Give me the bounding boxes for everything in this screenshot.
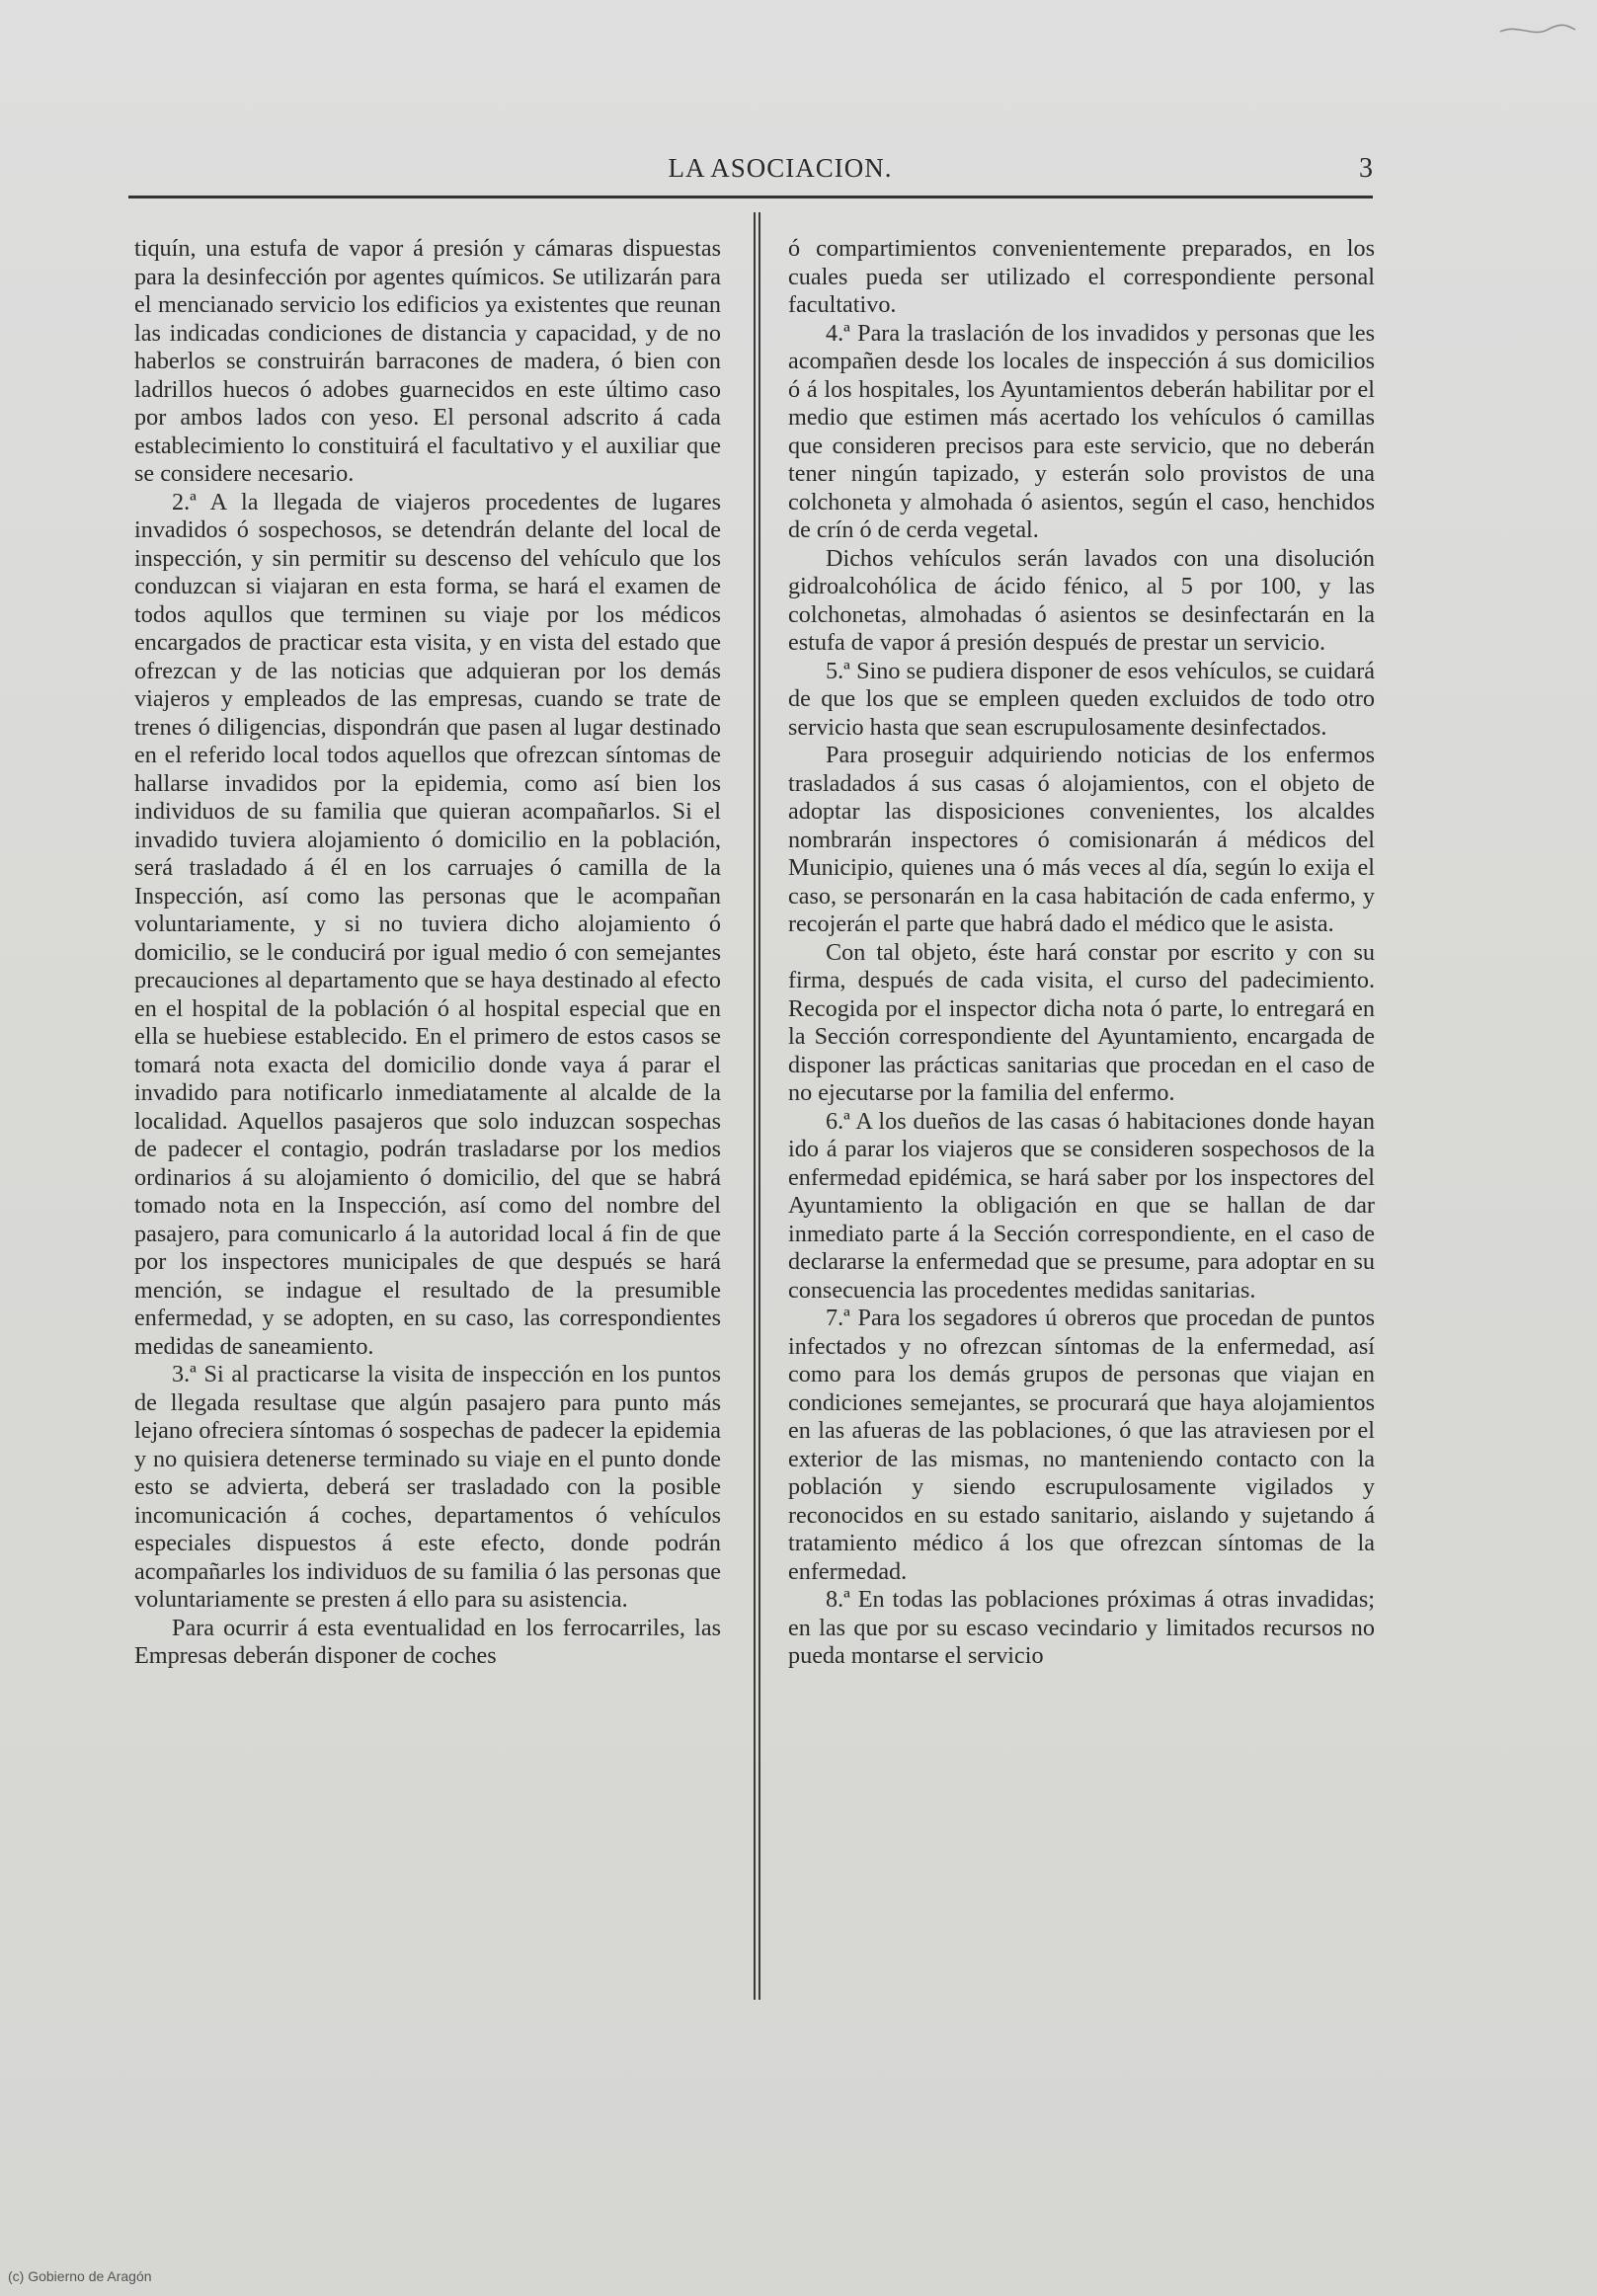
- paragraph: Con tal objeto, éste hará constar por escrito y con su firma, después de cada visita, el curso del padecimiento. Recogida por el inspector dicha nota ó parte, lo entregará en la Sección correspondiente del Ayuntamiento, encargada de disponer las prácticas sanitarias que procedan en el caso de no ejecutarse por la familia del enfermo.: [788, 938, 1375, 1106]
- paragraph: 2.ª A la llegada de viajeros procedentes de lugares invadidos ó sospechosos, se detendrán delante del local de inspección, y sin permitir su descenso del vehículo que los conduzcan si viajaran en esta forma, se hará el examen de todos aqullos que terminen su viaje por los médicos encargados de practicar esta visita, y en vista del estado que ofrezcan y de las noticias que adquieran por los demás viajeros y empleados de las empresas, cuando se trate de trenes ó diligencias, dispondrán que pasen al lugar destinado en el referido local todos aquellos que ofrezcan síntomas de hallarse invadidos por la epidemia, como así bien los individuos de su familia que quieran acompañarlos. Si el invadido tuviera alojamiento ó domicilio en la población, será trasladado á él en los carruajes ó camilla de la Inspección, así como las personas que le acompañan voluntariamente, y si no tuviera dicho alojamiento ó domicilio, se le conducirá por igual medio ó con semejantes precauciones al departamento que se haya destinado al efecto en el hospital de la población ó al hospital especial que en ella se huebiese establecido. En el primero de estos casos se tomará nota exacta del domicilio donde vaya á parar el invadido para notificarlo inmediatamente al alcalde de la localidad. Aquellos pasajeros que solo induzcan sospechas de padecer el contagio, podrán trasladarse por los medios ordinarios á su alojamiento ó domicilio, del que se habrá tomado nota en la Inspección, así como del nombre del pasajero, para comunicarlo á la autoridad local á fin de que por los inspectores municipales de que después se hará mención, se indague el resultado de la presumible enfermedad, y se adopten, en su caso, las correspondientes medidas de saneamiento.: [134, 488, 721, 1360]
- right-column: [788, 235, 1375, 1671]
- paragraph: 5.ª Sino se pudiera disponer de esos vehículos, se cuidará de que los que se empleen queden excluidos de todo otro servicio hasta que sean escrupulosamente desinfectados.: [788, 657, 1375, 741]
- paragraph: 3.ª Si al practicarse la visita de inspección en los puntos de llegada resultase que algún pasajero para punto más lejano ofreciera síntomas ó sospechas de padecer la epidemia y no quisiera detenerse terminado su viaje en el punto donde esto se advierta, deberá ser trasladado con la posible incomunicación á coches, departamentos ó vehículos especiales dispuestos á este efecto, donde podrán acompañarles los individuos de su familia ó las personas que voluntariamente se presten á ello para su asistencia.: [134, 1361, 721, 1613]
- page-header: [128, 153, 1373, 197]
- paragraph: Dichos vehículos serán lavados con una disolución gidroalcohólica de ácido fénico, al 5 por 100, y las colchonetas, almohadas ó asientos se desinfectarán en la estufa de vapor á presión después de prestar un servicio.: [788, 544, 1375, 656]
- journal-title: LA ASOCIACION.: [668, 153, 893, 183]
- paragraph: 8.ª En todas las poblaciones próximas á otras invadidas; en las que por su escaso vecindario y limitados recursos no pueda montarse el servicio: [788, 1586, 1375, 1669]
- header-divider: [128, 196, 1373, 198]
- ink-scribble-mark: [1498, 20, 1577, 40]
- paragraph: 7.ª Para los segadores ú obreros que procedan de puntos infectados y no ofrezcan síntomas de la enfermedad, así como para los demás grupos de personas que viajan en condiciones semejantes, se procurará que haya alojamientos en las afueras de las poblaciones, ó que las atraviesen por el exterior de las mismas, no manteniendo contacto con la población y siendo escrupulosamente vigilados y reconocidos en su estado sanitario, aislando y sujetando á tratamiento médico á los que ofrezcan síntomas de la enfermedad.: [788, 1305, 1375, 1585]
- paragraph: tiquín, una estufa de vapor á presión y cámaras dispuestas para la desinfección por agentes químicos. Se utilizarán para el mencianado servicio los edificios ya existentes que reunan las indicadas condiciones de distancia y capacidad, y de no haberlos se construirán barracones de madera, ó bien con ladrillos huecos ó adobes guarnecidos en este último caso por ambos lados con yeso. El personal adscrito á cada establecimiento lo constituirá el facultativo y el auxiliar que se considere necesario.: [134, 235, 721, 487]
- copyright-credit: (c) Gobierno de Aragón: [8, 2268, 152, 2284]
- paragraph: 6.ª A los dueños de las casas ó habitaciones donde hayan ido á parar los viajeros que se consideren sospechosos de la enfermedad epidémica, se hará saber por los inspectores del Ayuntamiento la obligación en que se hallan de dar inmediato parte á la Sección correspondiente, en el caso de declararse la enfermedad que se presume, para adoptar en su consecuencia las procedentes medidas sanitarias.: [788, 1107, 1375, 1304]
- paragraph: Para ocurrir á esta eventualidad en los ferrocarriles, las Empresas deberán disponer de coches: [134, 1614, 721, 1669]
- paragraph: Para proseguir adquiriendo noticias de los enfermos trasladados á sus casas ó alojamientos, con el objeto de adoptar las disposiciones convenientes, los alcaldes nombrarán inspectores ó comisionarán á médicos del Municipio, quienes una ó más veces al día, según lo exija el caso, se personarán en la casa habitación de cada enfermo, y recojerán el parte que habrá dado el médico que le asista.: [788, 742, 1375, 937]
- paragraph: ó compartimientos convenientemente preparados, en los cuales pueda ser utilizado el correspondiente personal facultativo.: [788, 235, 1375, 318]
- page-number: 3: [1359, 153, 1373, 184]
- column-divider: [754, 212, 760, 2000]
- left-column: [134, 235, 721, 1671]
- paragraph: 4.ª Para la traslación de los invadidos y personas que les acompañen desde los locales de inspección á sus domicilios ó á los hospitales, los Ayuntamientos deberán habilitar por el medio que estimen más acertado los vehículos ó camillas que consideren precisos para este servicio, que no deberán tener ningún tapizado, y esterán solo provistos de una colchoneta y almohada ó asientos, según el caso, henchidos de crín ó de cerda vegetal.: [788, 319, 1375, 543]
